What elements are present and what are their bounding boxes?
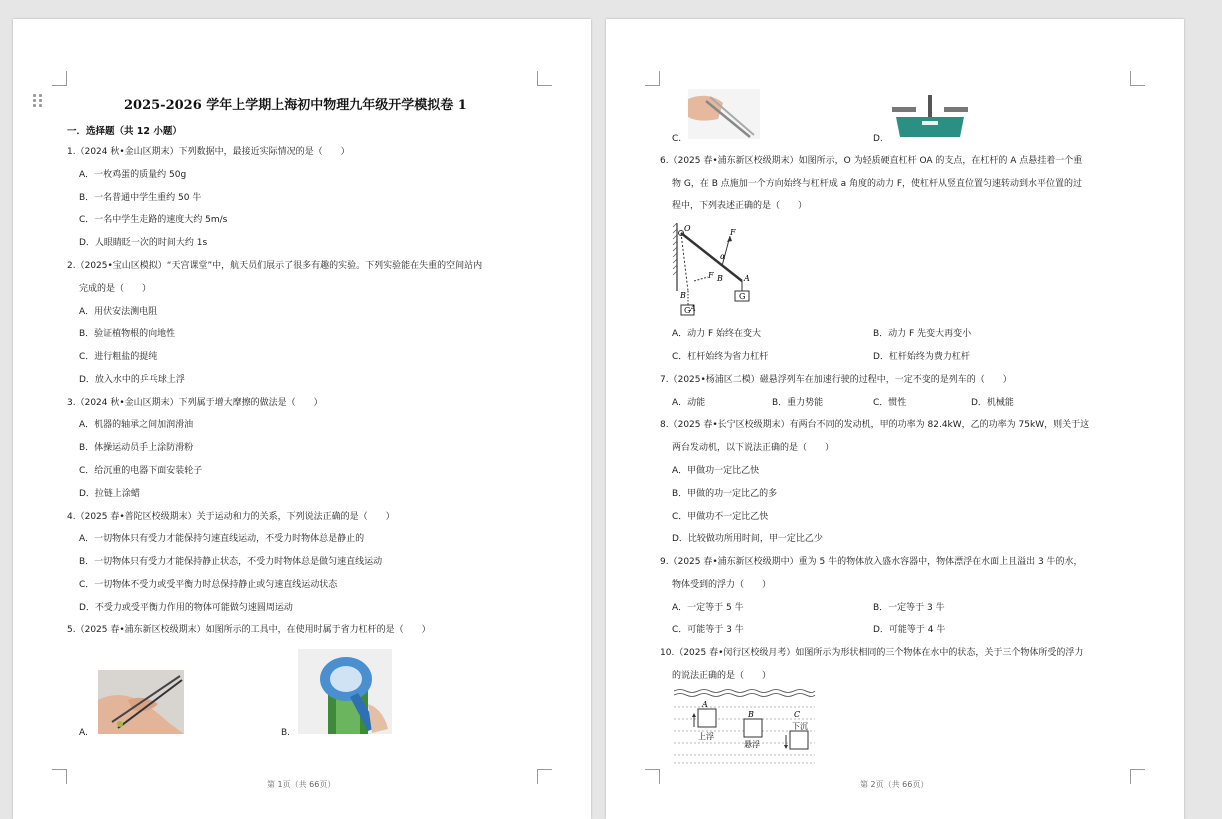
option: C．一名中学生走路的速度大约 5m/s [79,215,228,225]
page-footer: 第 1页（共 66页） [267,780,336,789]
crop-mark [1130,71,1145,86]
question-6-cont: 物 G，在 B 点施加一个方向始终与杠杆成 a 角度的动力 F，使杠杆从竖直位置匀速转动到水平位置的过 [672,179,1083,189]
floating-objects-diagram [672,687,817,765]
balance-scale-image [890,91,970,141]
option: C．杠杆始终为省力杠杆 [672,352,769,362]
crop-mark [537,769,552,784]
crop-mark [1130,769,1145,784]
option: A．动力 F 始终在变大 [672,329,762,339]
option: B．一切物体只有受力才能保持静止状态，不受力时物体总是做匀速直线运动 [79,557,383,567]
option: B．体操运动员手上涂防滑粉 [79,443,194,453]
option-label: B. [281,728,291,738]
option: D．放入水中的乒乓球上浮 [79,375,185,385]
label-O: O [684,224,691,233]
bottle-opener-image [298,649,392,734]
option-label: C. [672,134,682,144]
page-1 [13,19,591,819]
option: C．进行粗盐的提纯 [79,352,158,362]
question-1: 1.（2024 秋•金山区期末）下列数据中，最接近实际情况的是（ ） [67,147,350,157]
label-F2: F [708,271,714,280]
option: D．可能等于 4 牛 [873,625,946,635]
option: D．比较做功所用时间，甲一定比乙少 [672,534,823,544]
option: C．可能等于 3 牛 [672,625,744,635]
page-footer: 第 2页（共 66页） [860,780,929,789]
option: A．机器的轴承之间加润滑油 [79,420,194,430]
option: A．动能 [672,398,706,408]
lever-diagram [672,221,762,319]
page-2 [606,19,1184,819]
drag-handle-icon[interactable] [33,94,43,108]
label-A: A [702,700,708,709]
label-B2: B [680,291,686,300]
page-title: 2025-2026 学年上学期上海初中物理九年级开学模拟卷 1 [124,98,467,113]
question-8-cont: 两台发动机，以下说法正确的是（ ） [672,443,835,453]
option: A．一切物体只有受力才能保持匀速直线运动，不受力时物体总是静止的 [79,534,365,544]
option: B．一定等于 3 牛 [873,603,945,613]
tweezers-image [688,89,760,139]
question-7: 7.（2025•杨浦区二模）磁悬浮列车在加速行驶的过程中，一定不变的是列车的（ ） [660,375,1012,385]
crop-mark [52,769,67,784]
question-2-cont: 完成的是（ ） [79,284,152,294]
option: D．杠杆始终为费力杠杆 [873,352,970,362]
option: A．用伏安法测电阻 [79,307,158,317]
option: B．验证植物根的向地性 [79,329,176,339]
label-A2: A [690,304,696,313]
label-B: B [748,710,754,719]
option: C．一切物体不受力或受平衡力时总保持静止或匀速直线运动状态 [79,580,338,590]
question-5: 5.（2025 春•浦东新区校级期末）如图所示的工具中，在使用时属于省力杠杆的是（ ） [67,625,431,635]
chopsticks-image [98,670,184,734]
option: A．一枚鸡蛋的质量约 50g [79,170,187,180]
question-6: 6.（2025 春•浦东新区校级期末）如图所示，O 为轻质硬直杠杆 OA 的支点，在杠杆的 A 点悬挂着一个重 [660,156,1083,166]
crop-mark [52,71,67,86]
option: A．一定等于 5 牛 [672,603,744,613]
label-suspend: 悬浮 [744,740,760,749]
label-A: A [744,274,750,283]
question-8: 8.（2025 春•长宁区校级期末）有两台不同的发动机，甲的功率为 82.4kW，乙的功率为 75kW，则关于这 [660,420,1090,430]
option: D．人眼睛眨一次的时间大约 1s [79,238,208,248]
label-float-up: 上浮 [698,732,714,741]
option: D．拉链上涂蜡 [79,489,140,499]
label-sink: 下沉 [792,722,808,731]
question-10-cont: 的说法正确的是（ ） [672,671,772,681]
question-10: 10.（2025 春•闵行区校级月考）如图所示为形状相同的三个物体在水中的状态，关于三个物体所受的浮力 [660,648,1084,658]
option: D．机械能 [971,398,1014,408]
option: A．甲做功一定比乙快 [672,466,760,476]
option: C．甲做功不一定比乙快 [672,512,769,522]
crop-mark [645,71,660,86]
label-C: C [794,710,801,719]
option: B．一名普通中学生重约 50 牛 [79,193,202,203]
question-9-cont: 物体受到的浮力（ ） [672,580,772,590]
label-G2: G [684,306,691,315]
crop-mark [645,769,660,784]
option: C．给沉重的电器下面安装轮子 [79,466,203,476]
question-3: 3.（2024 秋•金山区期末）下列属于增大摩擦的做法是（ ） [67,398,323,408]
question-4: 4.（2025 春•普陀区校级期末）关于运动和力的关系，下列说法正确的是（ ） [67,512,395,522]
question-9: 9.（2025 春•浦东新区校级期中）重为 5 牛的物体放入盛水容器中，物体漂浮在水面上且溢出 3 牛的水， [660,557,1083,567]
question-2: 2.（2025•宝山区模拟）“天宫课堂”中，航天员们展示了很多有趣的实验。下列实验能在失重的空间站内 [67,261,483,271]
section-heading: 一．选择题（共 12 小题） [67,126,182,137]
option: B．动力 F 先变大再变小 [873,329,972,339]
label-G: G [739,292,746,301]
option-label: D. [873,134,883,144]
option: B．重力势能 [772,398,824,408]
label-B: B [717,274,723,283]
option: C．惯性 [873,398,907,408]
option-label: A. [79,728,88,738]
question-6-cont: 程中，下列表述正确的是（ ） [672,201,808,211]
label-F: F [730,228,736,237]
option: D．不受力或受平衡力作用的物体可能做匀速圆周运动 [79,603,293,613]
option: B．甲做的功一定比乙的多 [672,489,778,499]
label-alpha: α [720,252,726,261]
crop-mark [537,71,552,86]
